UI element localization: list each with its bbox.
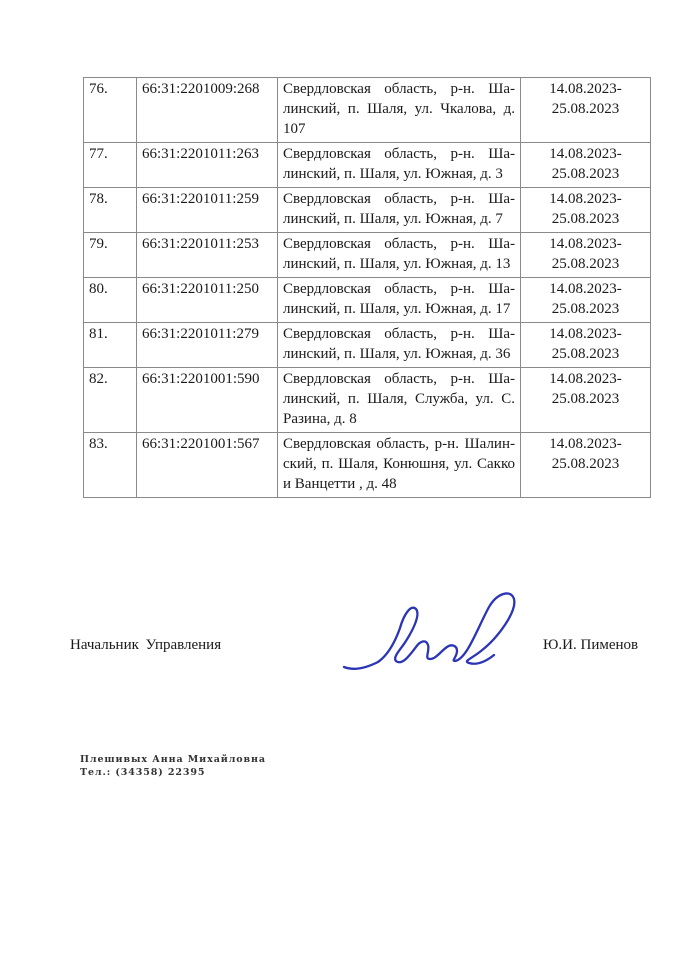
inspection-period-cell: 14.08.2023-25.08.2023 (521, 143, 651, 188)
row-number-cell: 77. (84, 143, 137, 188)
cadastral-number-cell: 66:31:2201011:253 (137, 233, 278, 278)
row-number-cell: 79. (84, 233, 137, 278)
inspection-period-cell: 14.08.2023-25.08.2023 (521, 278, 651, 323)
table-row (84, 278, 651, 323)
contact-block (80, 753, 266, 779)
cadastral-number-cell: 66:31:2201011:279 (137, 323, 278, 368)
address-cell: Свердловская область, р-н. Шалинский, п. Шаля, ул. Южная, д. 7 (278, 188, 521, 233)
signature-stroke (344, 593, 514, 668)
row-number-cell: 83. (84, 433, 137, 498)
contact-phone: Тел.: (34358) 22395 (80, 767, 206, 778)
address-cell: Свердловская область, р-н. Шалинский, п. Шаля, ул. Чкалова, д. 107 (278, 78, 521, 143)
official-title: Начальник Управления (70, 637, 222, 653)
inspection-period-cell: 14.08.2023-25.08.2023 (521, 188, 651, 233)
row-number-cell: 78. (84, 188, 137, 233)
contact-person: Плешивых Анна Михайловна (80, 754, 266, 765)
address-cell: Свердловская область, р-н. Шалинский, п. Шаля, ул. Южная, д. 13 (278, 233, 521, 278)
table-row (84, 323, 651, 368)
table-row (84, 188, 651, 233)
land-plots-table (83, 77, 651, 498)
address-cell: Свердловская область, р-н. Шалинский, п. Шаля, Служба, ул. С. Разина, д. 8 (278, 368, 521, 433)
cadastral-number-cell: 66:31:2201001:567 (137, 433, 278, 498)
table-row (84, 433, 651, 498)
inspection-period-cell: 14.08.2023-25.08.2023 (521, 233, 651, 278)
cadastral-number-cell: 66:31:2201011:263 (137, 143, 278, 188)
address-cell: Свердловская область, р-н. Шалинский, п. Шаля, ул. Южная, д. 36 (278, 323, 521, 368)
inspection-period-cell: 14.08.2023-25.08.2023 (521, 78, 651, 143)
table-row (84, 368, 651, 433)
row-number-cell: 81. (84, 323, 137, 368)
address-cell: Свердловская область, р-н. Шалинский, п. Шаля, ул. Южная, д. 3 (278, 143, 521, 188)
inspection-period-cell: 14.08.2023-25.08.2023 (521, 433, 651, 498)
inspection-period-cell: 14.08.2023-25.08.2023 (521, 368, 651, 433)
table-row (84, 143, 651, 188)
cadastral-number-cell: 66:31:2201011:259 (137, 188, 278, 233)
table-row (84, 233, 651, 278)
cadastral-number-cell: 66:31:2201001:590 (137, 368, 278, 433)
signer-name: Ю.И. Пименов (543, 637, 639, 653)
address-cell: Свердловская область, р-н. Шалинский, п. Шаля, ул. Южная, д. 17 (278, 278, 521, 323)
address-cell: Свердловская область, р-н. Шалинский, п. Шаля, Конюшня, ул. Сакко и Ванцетти , д. 48 (278, 433, 521, 498)
row-number-cell: 80. (84, 278, 137, 323)
row-number-cell: 82. (84, 368, 137, 433)
row-number-cell: 76. (84, 78, 137, 143)
table-row (84, 78, 651, 143)
signature-image (338, 589, 530, 675)
cadastral-number-cell: 66:31:2201009:268 (137, 78, 278, 143)
cadastral-number-cell: 66:31:2201011:250 (137, 278, 278, 323)
inspection-period-cell: 14.08.2023-25.08.2023 (521, 323, 651, 368)
